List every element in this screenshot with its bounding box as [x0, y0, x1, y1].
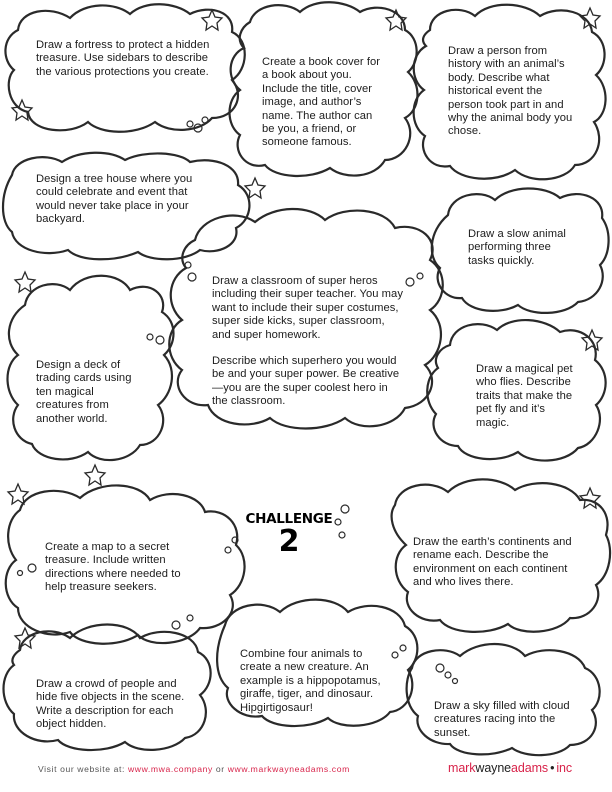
star-icon — [202, 10, 222, 30]
visit-text: Visit our website at: — [38, 764, 125, 774]
prompt-book-cover — [262, 56, 384, 150]
prompt-superheros — [212, 275, 404, 409]
prompt-trading-cards — [36, 359, 132, 426]
prompt-text: Draw the earth’s continents and rename each. Describe the environment on each continent and who lives there. — [413, 536, 572, 589]
prompt-continents — [413, 536, 573, 590]
prompt-text: Create a map to a secret treasure. Include written directions where needed to help treasure seekers. — [45, 541, 181, 594]
prompt-treasure-map — [45, 541, 190, 595]
prompt-text: Draw a fortress to protect a hidden treasure. Use sidebars to describe the various protections you create. — [36, 39, 210, 78]
prompt-text: Draw a slow animal performing three tasks quickly. — [468, 228, 566, 267]
prompt-tree-house — [36, 173, 206, 227]
brand-part-adams: adams — [511, 761, 549, 775]
prompt-crowd — [36, 678, 186, 732]
brand-dot: • — [550, 761, 555, 775]
brand-part-mark: mark — [448, 761, 476, 775]
star-icon — [15, 628, 35, 648]
star-icon — [580, 488, 600, 508]
prompt-history-animal — [448, 45, 576, 139]
prompt-text: Draw a magical pet who flies. Describe traits that make the pet fly and it’s magic. — [476, 363, 573, 429]
prompt-text: Draw a person from history with an animal’s body. Describe what historical event the person took part in and why the animal body you chose. — [448, 45, 573, 138]
brand-part-wayne: wayne — [475, 761, 512, 775]
prompt-text: Draw a sky filled with cloud creatures racing into the sunset. — [434, 700, 570, 739]
prompt-magical-pet — [476, 363, 576, 430]
prompt-text: Describe which superhero you would be and your super power. Be creative—you are the super coolest hero in the classroom. — [212, 355, 400, 408]
prompt-fortress — [36, 39, 226, 79]
brand-logo — [448, 761, 572, 775]
challenge-heading — [244, 512, 334, 557]
prompt-text: Combine four animals to create a new creature. An example is a hippopotamus, giraffe, tiger, and dinosaur. Hipgirtigosaur! — [240, 648, 381, 714]
prompt-text: Draw a crowd of people and hide five objects in the scene. Write a description for each object hidden. — [36, 678, 185, 731]
challenge-label: CHALLENGE — [245, 511, 333, 527]
prompt-text: Design a deck of trading cards using ten magical creatures from another world. — [36, 359, 132, 425]
prompt-four-animals — [240, 648, 390, 715]
prompt-slow-animal — [468, 228, 578, 268]
challenge-number: 2 — [278, 524, 300, 559]
link-mwa-company[interactable]: www.mwa.company — [127, 764, 213, 774]
prompt-text: Create a book cover for a book about you. Include the title, cover image, and author’s name. The author can be you, a friend, or someone famous. — [262, 56, 381, 149]
footer-website — [38, 764, 350, 774]
star-icon — [85, 465, 105, 485]
brand-part-inc: inc — [556, 761, 573, 775]
prompt-text: Design a tree house where you could celebrate and event that would never take place in your backyard. — [36, 173, 193, 226]
prompt-text: Draw a classroom of super heros including their super teacher. You may want to include their super costumes, super side kicks, super classroom, and super homework. — [212, 275, 403, 341]
prompt-sky — [434, 700, 574, 740]
star-icon — [15, 272, 35, 292]
or-text: or — [215, 764, 225, 774]
link-markwayneadams[interactable]: www.markwayneadams.com — [227, 764, 350, 774]
